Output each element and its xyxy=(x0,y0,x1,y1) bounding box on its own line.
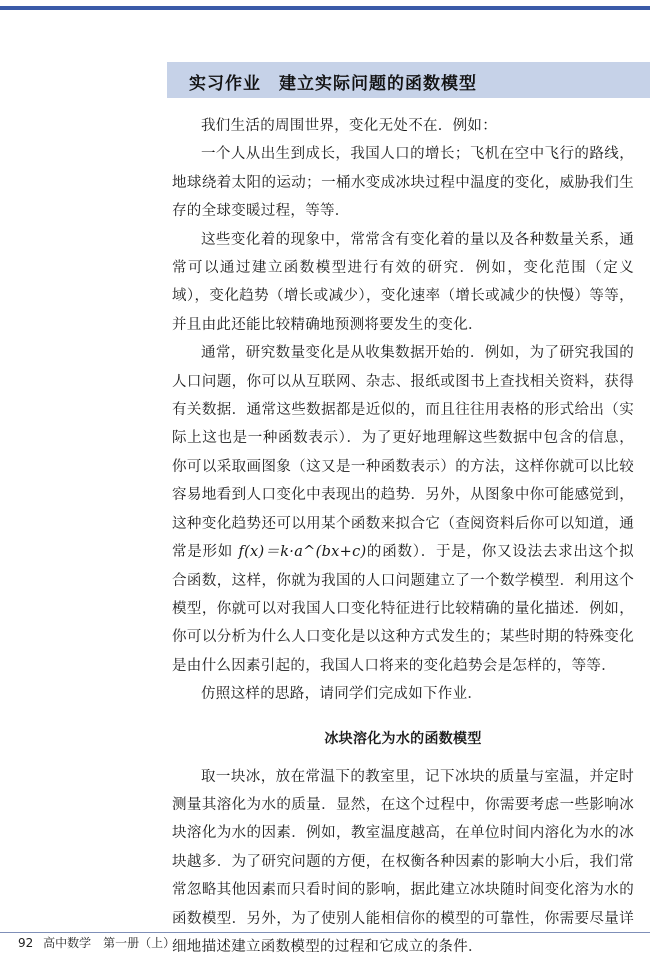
page-footer xyxy=(18,934,175,951)
paragraph-intro: 我们生活的周围世界，变化无处不在．例如： xyxy=(201,118,497,134)
section-title: 实习作业 建立实际问题的函数模型 xyxy=(189,74,477,94)
paragraph-ice-melting: 取一块冰，放在常温下的教室里，记下冰块的质量与室温，并定时测量其溶化为水的质量．显然，在这个过程中，你需要考虑一些影响冰块溶化为水的因素．例如，教室温度越高，在单位时间内溶化为水的冰块越多．为了研究问题的方便，在权衡各种因素的影响大小后，我们常常忽略其他因素而只看时间的影响，据此建立冰块随时间变化溶为水的函数模型．另外，为了使别人能相信你的模型的可靠性，你需要尽量详细地描述建立函数模型的过程和它成立的条件． xyxy=(172,768,634,955)
paragraph-population-part1: 通常，研究数量变化是从收集数据开始的．例如，为了研究我国的人口问题，你可以从互联网、杂志、报纸或图书上查找相关资料，获得有关数据．通常这些数据都是近似的，而且往往用表格的形式给出（实际上这也是一种函数表示）．为了更好地理解这些数据中包含的信息，你可以采取画图象（这又是一种函数表示）的方法，这样你就可以比较容易地看到人口变化中表现出的趋势．另外，从图象中你可能感觉到，这种变化趋势还可以用某个函数来拟合它（查阅资料后你可以知道，通常是形如 xyxy=(172,345,634,561)
fit-formula: f(x)＝k·a^(bx+c) xyxy=(238,544,367,561)
book-title: 高中数学 第一册（上） xyxy=(43,936,176,950)
paragraph-instruction: 仿照这样的思路，请同学们完成如下作业． xyxy=(201,686,483,703)
page-number: 92 xyxy=(18,936,34,950)
footer-rule xyxy=(0,932,650,933)
main-content xyxy=(172,112,634,961)
section-title-band xyxy=(167,62,650,98)
paragraph-population xyxy=(172,339,634,680)
paragraph-population-part2: 的函数）．于是，你又设法去求出这个拟合函数，这样，你就为我国的人口问题建立了一个数学模型．利用这个模型，你就可以对我国人口变化特征进行比较精确的量化描述．例如，你可以分析为什么人口变化是以这种方式发生的；某些时期的特殊变化是由什么因素引起的，我国人口将来的变化趋势会是怎样的，等等． xyxy=(172,544,634,674)
paragraph-modeling: 这些变化着的现象中，常常含有变化着的量以及各种数量关系，通常可以通过建立函数模型进行有效的研究．例如，变化范围（定义域），变化趋势（增长或减少），变化速率（增长或减少的快慢）等等，并且由此还能比较精确地预测将要发生的变化． xyxy=(172,231,634,333)
subheading: 冰块溶化为水的函数模型 xyxy=(324,730,482,747)
top-rule xyxy=(0,6,650,10)
paragraph-examples: 一个人从出生到成长，我国人口的增长；飞机在空中飞行的路线，地球绕着太阳的运动；一桶水变成冰块过程中温度的变化，威胁我们生存的全球变暖过程，等等． xyxy=(172,146,634,220)
